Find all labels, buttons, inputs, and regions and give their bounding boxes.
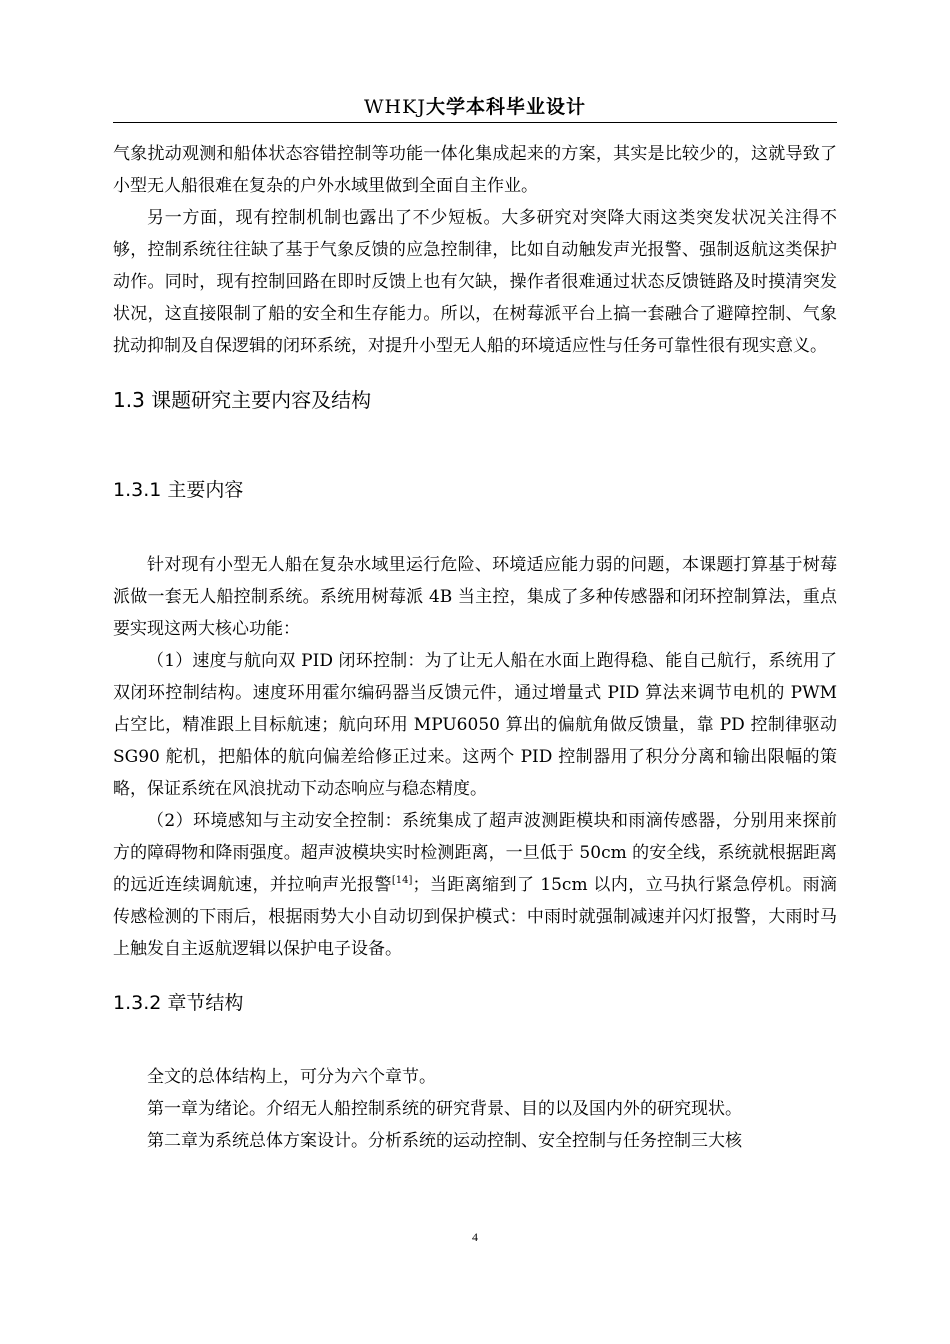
paragraph: 气象扰动观测和船体状态容错控制等功能一体化集成起来的方案，其实是比较少的，这就导致了小型无人船很难在复杂的户外水域里做到全面自主作业。 xyxy=(113,144,837,196)
subsection-heading-1-3-1: 1.3.1 主要内容 xyxy=(113,479,244,501)
paragraph xyxy=(113,805,837,965)
paragraph: 针对现有小型无人船在复杂水域里运行危险、环境适应能力弱的问题，本课题打算基于树莓派做一套无人船控制系统。系统用树莓派 4B 当主控，集成了多种传感器和闭环控制算法，重点要实现这两大核心功能： xyxy=(113,555,837,639)
paragraph: （1）速度与航向双 PID 闭环控制：为了让无人船在水面上跑得稳、能自己航行，系统用了双闭环控制结构。速度环用霍尔编码器当反馈元件，通过增量式 PID 算法来调节电机的 PWM 占空比，精准跟上目标航速；航向环用 MPU6050 算出的偏航角做反馈量，靠 PD 控制律驱动 SG90 舵机，把船体的航向偏差给修正过来。这两个 PID 控制器用了积分分离和输出限幅的策略，保证系统在风浪扰动下动态响应与稳态精度。 xyxy=(113,651,837,799)
paragraph-text: ；当距离缩到了 15cm 以内，立马执行紧急停机。雨滴传感检测的下雨后，根据雨势大小自动切到保护模式：中雨时就强制减速并闪灯报警，大雨时马上触发自主返航逻辑以保护电子设备。 xyxy=(113,875,837,959)
page-body xyxy=(113,138,837,1157)
section-heading-1-3: 1.3 课题研究主要内容及结构 xyxy=(113,388,372,412)
paragraph: 全文的总体结构上，可分为六个章节。 xyxy=(147,1067,436,1087)
header-title: 大学本科毕业设计 xyxy=(425,96,586,118)
paragraph: 另一方面，现有控制机制也露出了不少短板。大多研究对突降大雨这类突发状况关注得不够，控制系统往往缺了基于气象反馈的应急控制律，比如自动触发声光报警、强制返航这类保护动作。同时，现有控制回路在即时反馈上也有欠缺，操作者很难通过状态反馈链路及时摸清突发状况，这直接限制了船的安全和生存能力。所以，在树莓派平台上搞一套融合了避障控制、气象扰动抑制及自保逻辑的闭环系统，对提升小型无人船的环境适应性与任务可靠性很有现实意义。 xyxy=(113,208,837,356)
header-prefix: WHKJ xyxy=(364,96,426,118)
paragraph-text: （2）环境感知与主动安全控制：系统集成了超声波测距模块和雨滴传感器，分别用来探前方的障碍物和降雨强度。超声波模块实时检测距离，一旦低于 50cm 的安全线，系统就根据距离的远近连续调航速，并拉响声光报警 xyxy=(113,811,837,895)
paragraph: 第一章为绪论。介绍无人船控制系统的研究背景、目的以及国内外的研究现状。 xyxy=(147,1099,742,1119)
subsection-heading-1-3-2: 1.3.2 章节结构 xyxy=(113,992,244,1014)
page-number: 4 xyxy=(472,1230,478,1244)
header-rule xyxy=(113,122,837,123)
citation-reference: [14] xyxy=(391,875,413,886)
paragraph: 第二章为系统总体方案设计。分析系统的运动控制、安全控制与任务控制三大核 xyxy=(147,1131,742,1151)
running-header xyxy=(113,92,837,122)
